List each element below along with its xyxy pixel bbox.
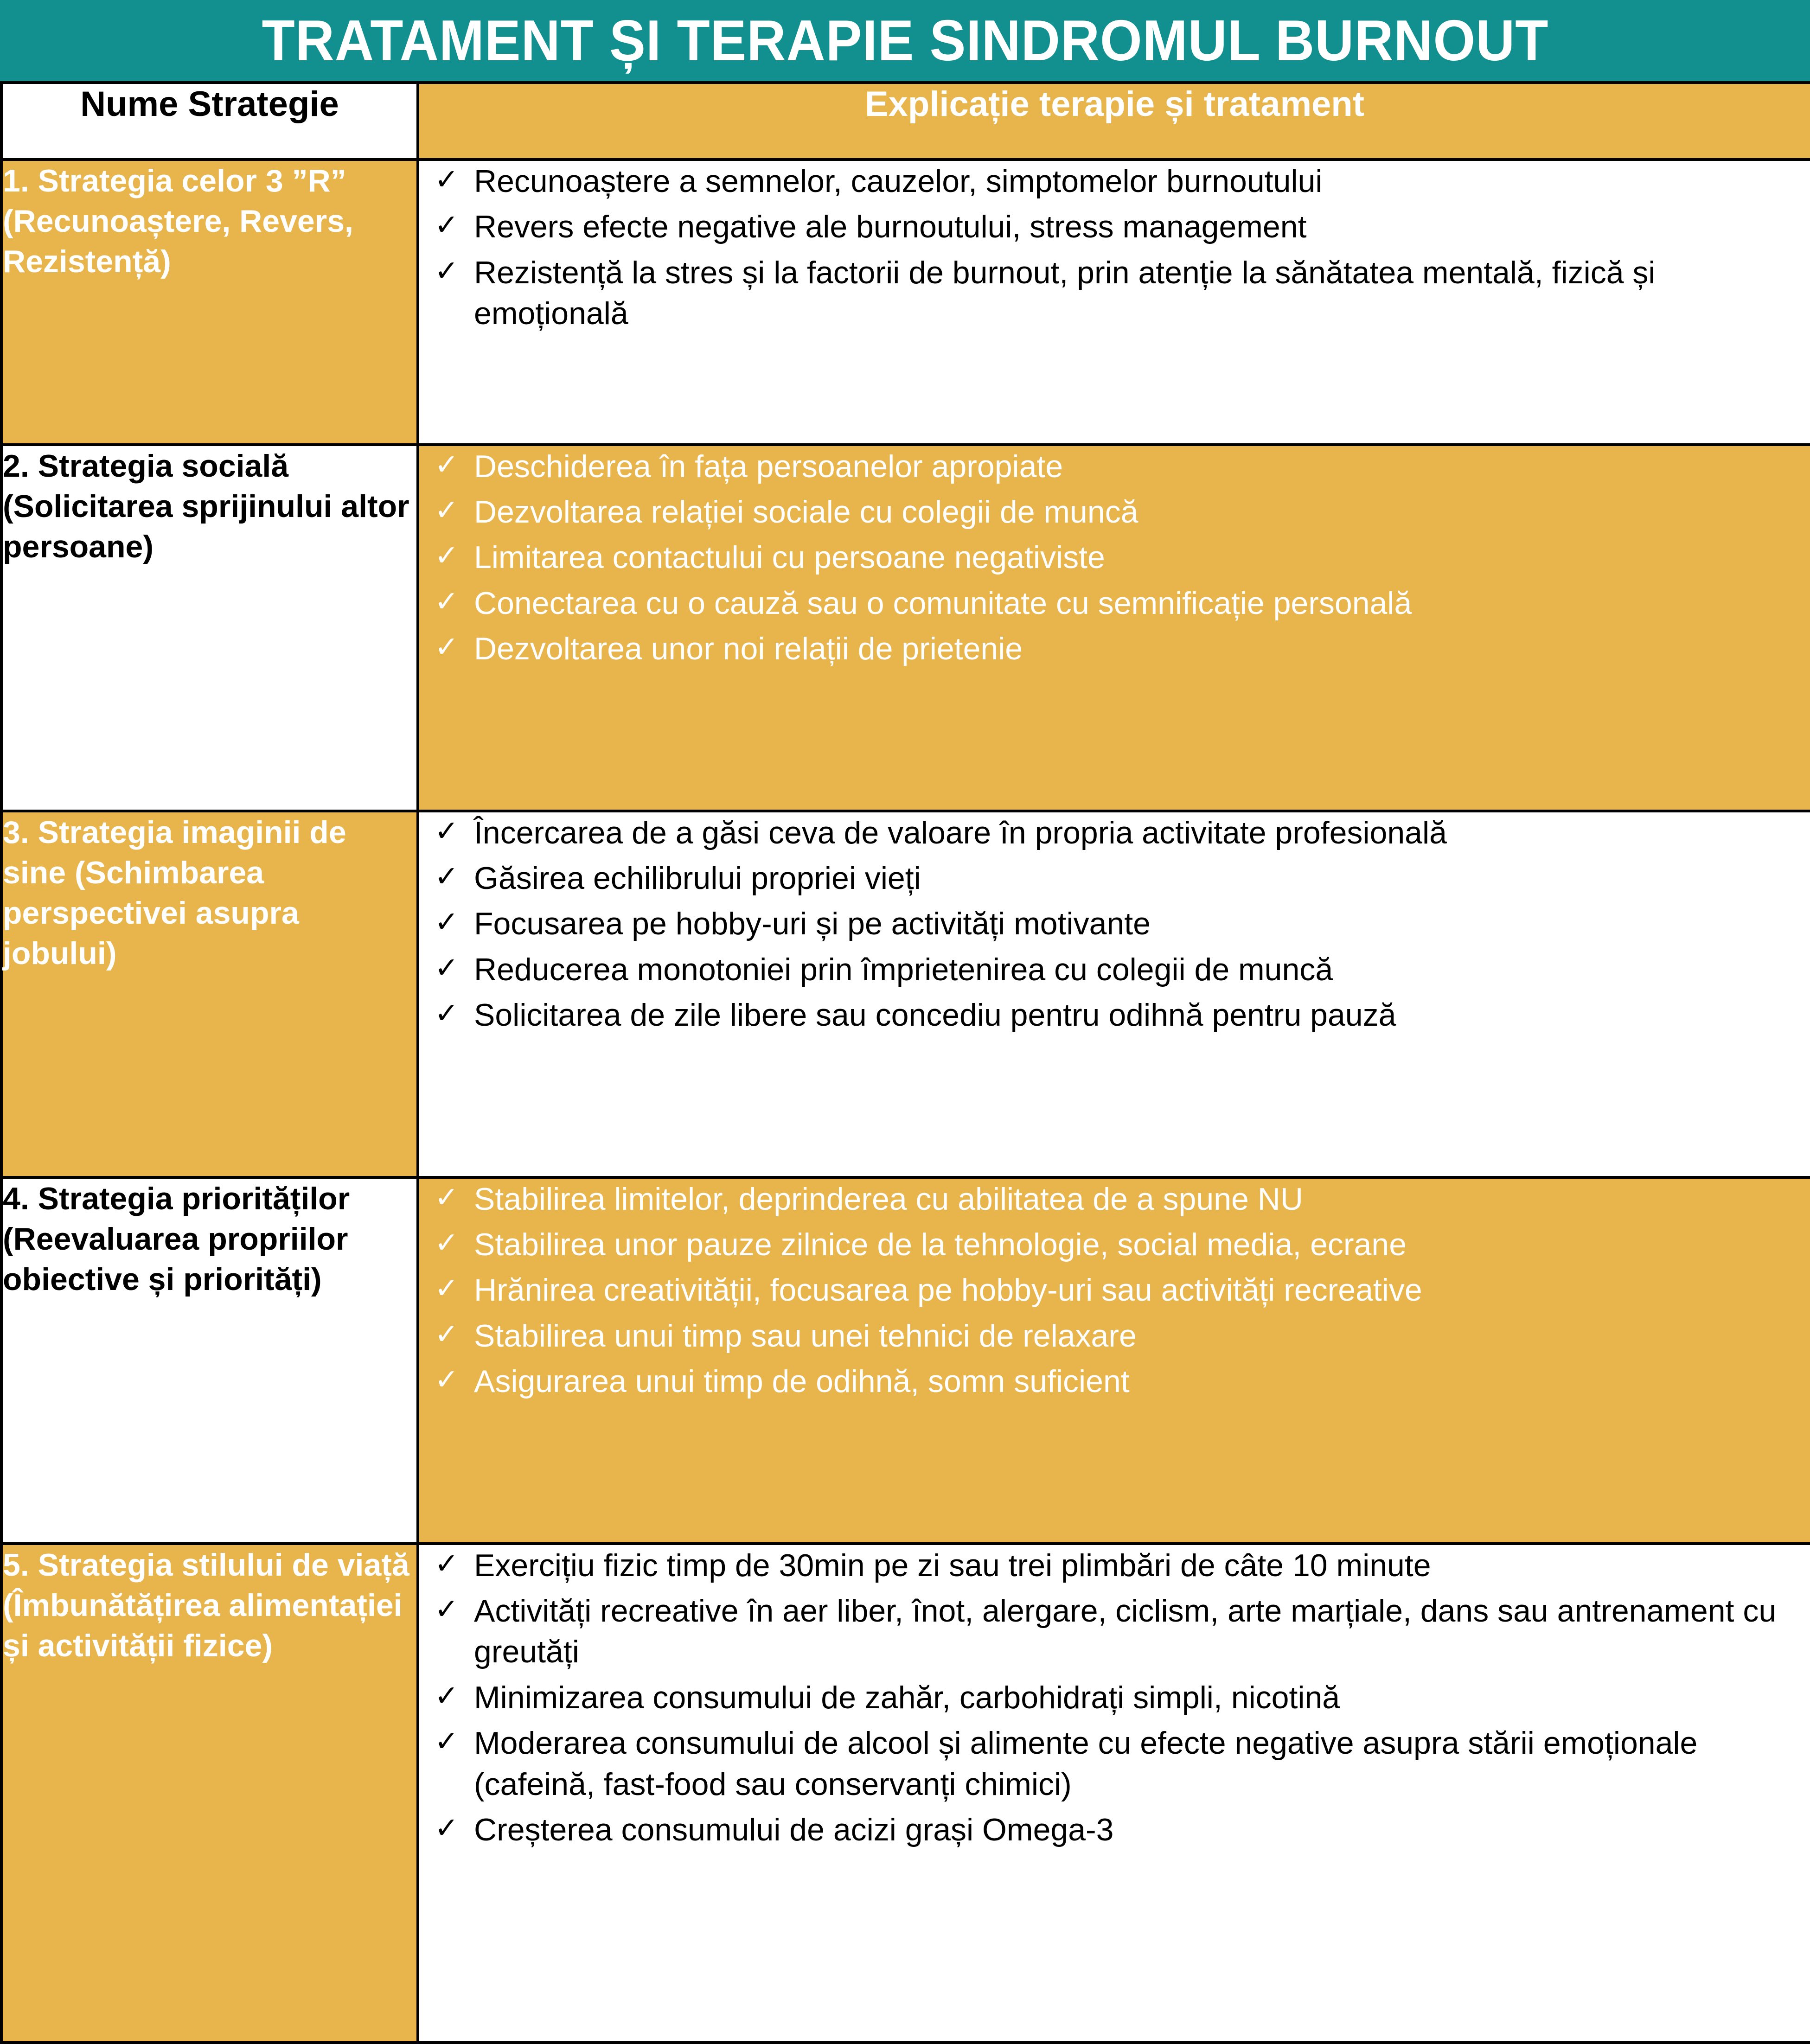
list-item-text: Hrănirea creativității, focusarea pe hobby-uri sau activități recreative xyxy=(474,1272,1422,1308)
list-item xyxy=(419,206,1810,247)
column-header-explanation: Explicație terapie și tratament xyxy=(418,83,1810,160)
list-item xyxy=(419,1316,1810,1356)
list-item xyxy=(419,812,1810,853)
list-item xyxy=(419,903,1810,944)
table-row xyxy=(1,1177,1810,1544)
list-item xyxy=(419,1590,1810,1673)
strategies-table xyxy=(0,81,1810,2044)
checkmark-icon: ✓ xyxy=(435,1546,459,1580)
checkmark-icon: ✓ xyxy=(435,1316,459,1351)
list-item-text: Solicitarea de zile libere sau concediu pentru odihnă pentru pauză xyxy=(474,997,1396,1033)
strategy-explanation-cell xyxy=(418,1177,1810,1544)
explanation-list xyxy=(419,812,1810,1036)
checkmark-icon: ✓ xyxy=(435,950,459,984)
checkmark-icon: ✓ xyxy=(435,538,459,573)
list-item-text: Deschiderea în fața persoanelor apropiate xyxy=(474,448,1063,484)
list-item-text: Creșterea consumului de acizi grași Omega-3 xyxy=(474,1812,1114,1848)
list-item-text: Moderarea consumului de alcool și alimente cu efecte negative asupra stării emoționale (cafeină, fast-food sau conservanți chimici) xyxy=(474,1725,1698,1802)
list-item-text: Asigurarea unui timp de odihnă, somn suficient xyxy=(474,1364,1130,1399)
list-item xyxy=(419,252,1810,334)
checkmark-icon: ✓ xyxy=(435,996,459,1030)
list-item-text: Reducerea monotoniei prin împrietenirea cu colegii de muncă xyxy=(474,952,1333,987)
strategy-name-cell: 1. Strategia celor 3 ”R” (Recunoaștere, Revers, Rezistență) xyxy=(1,160,418,445)
checkmark-icon: ✓ xyxy=(435,1592,459,1626)
strategy-name-cell: 2. Strategia socială (Solicitarea sprijinului altor persoane) xyxy=(1,445,418,811)
checkmark-icon: ✓ xyxy=(435,813,459,848)
list-item xyxy=(419,1224,1810,1265)
list-item xyxy=(419,1179,1810,1220)
title-banner xyxy=(0,0,1810,81)
checkmark-icon: ✓ xyxy=(435,1678,459,1712)
list-item xyxy=(419,1270,1810,1310)
list-item-text: Revers efecte negative ale burnoutului, stress management xyxy=(474,209,1307,245)
explanation-list xyxy=(419,1545,1810,1851)
checkmark-icon: ✓ xyxy=(435,905,459,939)
checkmark-icon: ✓ xyxy=(435,1226,459,1260)
list-item xyxy=(419,1361,1810,1402)
checkmark-icon: ✓ xyxy=(435,492,459,527)
checkmark-icon: ✓ xyxy=(435,584,459,618)
list-item-text: Stabilirea limitelor, deprinderea cu abilitatea de a spune NU xyxy=(474,1181,1303,1217)
list-item-text: Exercițiu fizic timp de 30min pe zi sau trei plimbări de câte 10 minute xyxy=(474,1547,1431,1583)
page-title: TRATAMENT ȘI TERAPIE SINDROMUL BURNOUT xyxy=(262,8,1548,73)
list-item-text: Limitarea contactului cu persoane negativiste xyxy=(474,540,1105,575)
checkmark-icon: ✓ xyxy=(435,253,459,287)
list-item-text: Stabilirea unor pauze zilnice de la tehnologie, social media, ecrane xyxy=(474,1227,1407,1263)
list-item-text: Conectarea cu o cauză sau o comunitate cu semnificație personală xyxy=(474,585,1412,621)
strategy-explanation-cell xyxy=(418,445,1810,811)
list-item-text: Stabilirea unui timp sau unei tehnici de relaxare xyxy=(474,1318,1137,1354)
list-item-text: Minimizarea consumului de zahăr, carbohidrați simpli, nicotină xyxy=(474,1680,1340,1715)
explanation-list xyxy=(419,1179,1810,1402)
list-item xyxy=(419,949,1810,990)
checkmark-icon: ✓ xyxy=(435,1271,459,1305)
explanation-list xyxy=(419,446,1810,670)
list-item-text: Încercarea de a găsi ceva de valoare în propria activitate profesională xyxy=(474,815,1447,850)
list-item xyxy=(419,446,1810,487)
table-body xyxy=(1,160,1810,2043)
list-item xyxy=(419,161,1810,202)
list-item xyxy=(419,628,1810,669)
list-item xyxy=(419,1723,1810,1805)
explanation-list xyxy=(419,161,1810,334)
list-item xyxy=(419,995,1810,1035)
list-item xyxy=(419,1545,1810,1586)
strategy-explanation-cell xyxy=(418,160,1810,445)
checkmark-icon: ✓ xyxy=(435,1811,459,1845)
checkmark-icon: ✓ xyxy=(435,162,459,196)
table-row xyxy=(1,160,1810,445)
list-item-text: Dezvoltarea relației sociale cu colegii de muncă xyxy=(474,494,1138,530)
list-item xyxy=(419,1809,1810,1850)
list-item xyxy=(419,492,1810,532)
table-row xyxy=(1,1544,1810,2043)
checkmark-icon: ✓ xyxy=(435,1180,459,1214)
checkmark-icon: ✓ xyxy=(435,208,459,242)
column-header-strategy-name: Nume Strategie xyxy=(1,83,418,160)
list-item-text: Dezvoltarea unor noi relații de prietenie xyxy=(474,631,1023,667)
list-item-text: Găsirea echilibrului propriei vieți xyxy=(474,860,921,896)
list-item xyxy=(419,537,1810,578)
list-item-text: Recunoaștere a semnelor, cauzelor, simptomelor burnoutului xyxy=(474,164,1323,199)
checkmark-icon: ✓ xyxy=(435,1724,459,1758)
list-item-text: Rezistență la stres și la factorii de burnout, prin atenție la sănătatea mentală, fizică și emoțională xyxy=(474,255,1656,332)
table-header-row xyxy=(1,83,1810,160)
strategy-name-cell: 5. Strategia stilului de viață (Îmbunătățirea alimentației și activității fizice) xyxy=(1,1544,418,2043)
checkmark-icon: ✓ xyxy=(435,1362,459,1397)
strategy-explanation-cell xyxy=(418,1544,1810,2043)
checkmark-icon: ✓ xyxy=(435,859,459,893)
strategy-explanation-cell xyxy=(418,811,1810,1177)
checkmark-icon: ✓ xyxy=(435,447,459,481)
table-row xyxy=(1,445,1810,811)
table-row xyxy=(1,811,1810,1177)
list-item xyxy=(419,858,1810,899)
list-item xyxy=(419,583,1810,624)
checkmark-icon: ✓ xyxy=(435,630,459,664)
strategy-name-cell: 3. Strategia imaginii de sine (Schimbarea perspectivei asupra jobului) xyxy=(1,811,418,1177)
list-item-text: Activități recreative în aer liber, înot, alergare, ciclism, arte marțiale, dans sau antrenament cu greutăți xyxy=(474,1593,1777,1670)
list-item-text: Focusarea pe hobby-uri și pe activități motivante xyxy=(474,906,1151,942)
list-item xyxy=(419,1677,1810,1718)
strategy-name-cell: 4. Strategia priorităților (Reevaluarea propriilor obiective și priorități) xyxy=(1,1177,418,1544)
